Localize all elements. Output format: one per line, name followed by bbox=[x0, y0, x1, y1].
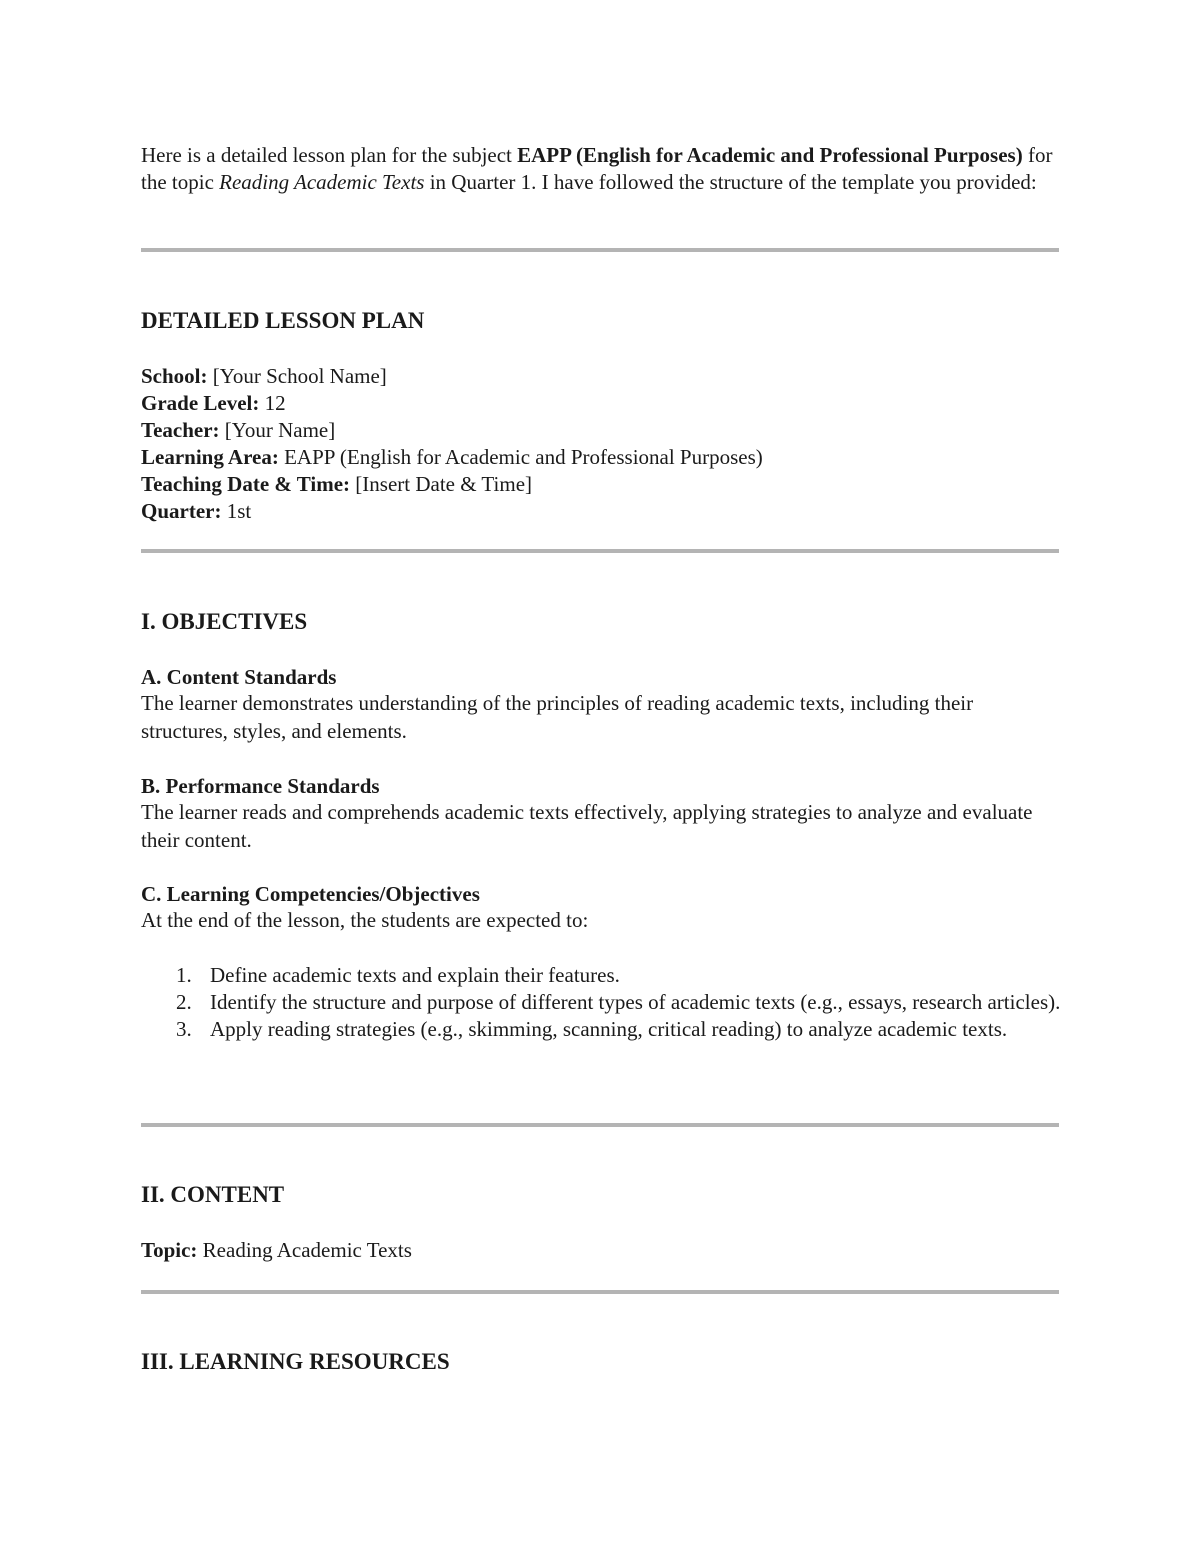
field-value: EAPP (English for Academic and Professional Purposes) bbox=[278, 445, 763, 469]
content-title: II. CONTENT bbox=[141, 1182, 285, 1207]
list-text: Apply reading strategies (e.g., skimming, scanning, critical reading) to analyze academic texts. bbox=[210, 1017, 1008, 1041]
divider bbox=[141, 549, 1059, 553]
performance-standards-heading: B. Performance Standards bbox=[141, 774, 380, 798]
competencies-heading: C. Learning Competencies/Objectives bbox=[141, 882, 480, 906]
intro-text-3: in Quarter 1. I have followed the structure of the template you provided: bbox=[424, 170, 1037, 194]
field-value: 1st bbox=[221, 499, 252, 523]
objectives-title: I. OBJECTIVES bbox=[141, 609, 308, 634]
intro-text-2: for the topic bbox=[141, 143, 1053, 194]
field-label: School: bbox=[141, 364, 208, 388]
field-teacher bbox=[141, 417, 1061, 444]
topic-label: Topic: bbox=[141, 1238, 198, 1262]
lesson-plan-title: DETAILED LESSON PLAN bbox=[141, 308, 425, 333]
performance-standards-text: The learner reads and comprehends academic texts effectively, applying strategies to analyze and evaluate their content. bbox=[141, 800, 1033, 852]
topic-value: Reading Academic Texts bbox=[197, 1238, 412, 1262]
plan-fields bbox=[141, 363, 1061, 525]
list-text: Define academic texts and explain their features. bbox=[210, 963, 620, 987]
list-item bbox=[141, 962, 1061, 989]
list-number: 1. bbox=[176, 963, 192, 987]
list-text: Identify the structure and purpose of different types of academic texts (e.g., essays, research articles). bbox=[210, 990, 1061, 1014]
field-value: [Insert Date & Time] bbox=[350, 472, 533, 496]
field-label: Learning Area: bbox=[141, 445, 279, 469]
field-label: Teacher: bbox=[141, 418, 220, 442]
divider bbox=[141, 1290, 1059, 1294]
field-value: [Your Name] bbox=[219, 418, 336, 442]
list-item bbox=[141, 1016, 1061, 1043]
list-number: 2. bbox=[176, 990, 192, 1014]
field-school bbox=[141, 363, 1061, 390]
list-item bbox=[141, 989, 1061, 1016]
content-standards-text: The learner demonstrates understanding of the principles of reading academic texts, including their structures, styles, and elements. bbox=[141, 691, 974, 743]
field-value: 12 bbox=[259, 391, 286, 415]
intro-subject: EAPP (English for Academic and Professional Purposes) bbox=[517, 143, 1023, 167]
divider bbox=[141, 1123, 1059, 1127]
intro-paragraph bbox=[141, 142, 1061, 196]
field-label: Grade Level: bbox=[141, 391, 260, 415]
field-label: Teaching Date & Time: bbox=[141, 472, 351, 496]
field-grade-level bbox=[141, 390, 1061, 417]
field-value: [Your School Name] bbox=[207, 364, 387, 388]
content-standards-heading: A. Content Standards bbox=[141, 665, 337, 689]
intro-text-1: Here is a detailed lesson plan for the subject bbox=[141, 143, 518, 167]
list-number: 3. bbox=[176, 1017, 192, 1041]
intro-topic: Reading Academic Texts bbox=[219, 170, 425, 194]
learning-resources-title: III. LEARNING RESOURCES bbox=[141, 1349, 450, 1374]
field-learning-area bbox=[141, 444, 1061, 471]
divider bbox=[141, 248, 1059, 252]
content-topic bbox=[141, 1237, 1061, 1264]
field-teaching-date bbox=[141, 471, 1061, 498]
field-label: Quarter: bbox=[141, 499, 222, 523]
competencies-intro: At the end of the lesson, the students are expected to: bbox=[141, 908, 589, 932]
objectives-list bbox=[141, 962, 1061, 1043]
field-quarter bbox=[141, 498, 1061, 525]
